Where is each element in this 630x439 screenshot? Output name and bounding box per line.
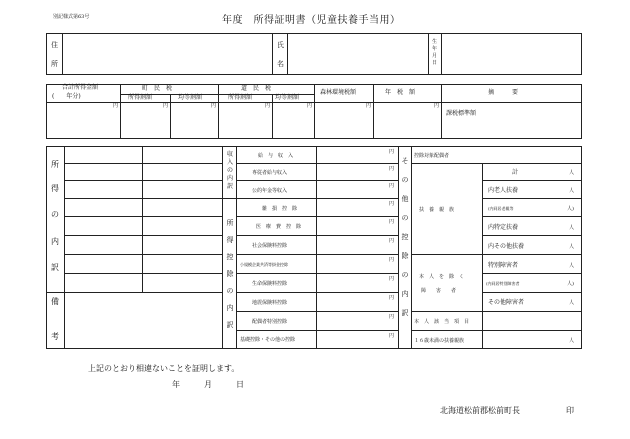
other-deduction-char: 内 <box>401 290 409 298</box>
remarks-header: 摘 要 <box>488 89 519 96</box>
person-unit: 人 <box>569 300 575 306</box>
annual-tax-header: 年 税 額 <box>385 89 416 96</box>
spouse-label: 控除対象配偶者 <box>414 153 450 159</box>
other-disabled-label: その他障害者 <box>488 299 525 306</box>
yen-unit: 円 <box>389 183 395 189</box>
yen-unit: 円 <box>389 149 395 155</box>
person-unit: 人 <box>569 188 575 194</box>
disabled-label-1: 本 人 を 除 く <box>419 274 465 280</box>
name-field[interactable] <box>288 34 427 74</box>
other-deduction-char: 除 <box>401 252 409 260</box>
yen-unit: 円 <box>389 166 395 172</box>
income-label-char: 収 <box>226 151 233 158</box>
yen-unit: 円 <box>163 103 169 109</box>
cohabiting-special-disabled-label: (内同居特別障害者 <box>486 281 520 286</box>
seal-mark: 印 <box>566 406 574 415</box>
dependent-total-label: 計 <box>512 169 519 176</box>
elderly-dependent-label: 内老人扶養 <box>488 187 519 194</box>
name-label-1: 氏 <box>277 41 284 49</box>
yen-unit: 円 <box>113 103 119 109</box>
yen-unit: 円 <box>366 103 372 109</box>
income-label-char: 内 <box>226 175 233 182</box>
person-unit: 人) <box>567 281 574 287</box>
person-unit: 人 <box>569 170 575 176</box>
income-label-char: 訳 <box>226 183 233 190</box>
other-deduction-char: そ <box>401 157 409 165</box>
income-item: 公的年金等収入 <box>252 188 288 194</box>
yen-unit: 円 <box>211 103 217 109</box>
address-label-1: 住 <box>51 41 58 49</box>
forest-tax-header: 森林環境税額 <box>320 89 357 96</box>
deduction-label-char: 内 <box>226 304 234 312</box>
income-label-char: 入 <box>226 159 233 166</box>
deduction-label-char: 控 <box>226 253 234 261</box>
deduction-label-char: の <box>226 287 234 295</box>
income-breakdown-char: の <box>51 210 59 219</box>
person-unit: 人 <box>569 225 575 231</box>
yen-unit: 円 <box>389 314 395 320</box>
certification-statement: 上記のとおり相違ないことを証明します。 <box>88 364 240 373</box>
birth-label-4: 日 <box>432 60 438 66</box>
yen-unit: 円 <box>389 238 395 244</box>
yen-unit: 円 <box>389 219 395 225</box>
address-label-2: 所 <box>51 60 58 68</box>
prefectural-tax-header: 道 民 税 <box>241 85 272 92</box>
special-disabled-label: 特別障害者 <box>488 262 519 269</box>
tax-standard-label: 課税標準額 <box>446 110 477 117</box>
deduction-item: 社会保険料控除 <box>252 243 288 249</box>
deduction-label-char: 所 <box>226 219 234 227</box>
municipal-tax-header: 町 民 税 <box>142 85 173 92</box>
deduction-item: 生命保険料控除 <box>252 281 288 287</box>
other-deduction-char: の <box>401 271 409 279</box>
person-unit: 人) <box>567 206 574 212</box>
income-breakdown-char: 訳 <box>51 263 59 272</box>
dependents-label: 扶 養 親 族 <box>419 207 455 213</box>
birth-label-1: 生 <box>432 39 438 45</box>
self-applicable-label: 本 人 該 当 項 目 <box>414 319 470 325</box>
yen-unit: 円 <box>434 103 440 109</box>
yen-unit: 円 <box>389 295 395 301</box>
birth-label-3: 月 <box>432 53 438 59</box>
person-unit: 人 <box>569 244 575 250</box>
other-deduction-char: 訳 <box>401 309 409 317</box>
yen-unit: 円 <box>389 276 395 282</box>
deduction-label-char: 得 <box>226 236 234 244</box>
person-unit: 人 <box>569 338 575 344</box>
income-item: 専従者給与収入 <box>252 170 288 176</box>
remarks-char: 備 <box>51 297 59 306</box>
cohabiting-elderly-label: (内同居老親等 <box>488 206 514 211</box>
address-field[interactable] <box>63 34 271 74</box>
income-label-char: の <box>226 167 233 174</box>
deduction-label-char: 除 <box>226 270 234 278</box>
disabled-label-2: 障 害 者 <box>421 288 457 294</box>
yen-unit: 円 <box>389 333 395 339</box>
page-title: 年度 所得証明書（児童扶養手当用） <box>222 15 401 26</box>
total-income-label: 合計所得金額 <box>62 84 99 91</box>
yen-unit: 円 <box>389 257 395 263</box>
deduction-item: 地震保険料控除 <box>252 300 288 306</box>
prefectural-per-capita: 均等割額 <box>275 94 300 101</box>
remarks-char: 考 <box>51 332 59 341</box>
prefectural-income-split: 所得割額 <box>228 94 253 101</box>
income-breakdown-char: 内 <box>51 237 59 246</box>
issuer-name: 北海道松前郡松前町長 <box>440 406 520 415</box>
deduction-item: 基礎控除・その他の控除 <box>240 337 296 343</box>
other-deduction-char: 控 <box>401 233 409 241</box>
birthdate-field[interactable] <box>442 34 581 74</box>
other-deduction-char: 他 <box>401 195 409 203</box>
income-breakdown-char: 得 <box>51 184 59 193</box>
other-deduction-char: の <box>401 214 409 222</box>
under16-label: １６歳未満の扶養親族 <box>414 338 465 344</box>
yen-unit: 円 <box>307 103 313 109</box>
issue-date: 年 月 日 <box>172 380 244 389</box>
income-item: 給 与 収 入 <box>258 153 294 159</box>
yen-unit: 円 <box>389 201 395 207</box>
other-dependent-label: 内その他扶養 <box>488 243 525 250</box>
yen-unit: 円 <box>265 103 271 109</box>
year-label: ( 年分) <box>52 93 81 100</box>
specific-dependent-label: 内特定扶養 <box>488 224 519 231</box>
deduction-item: 雑 損 控 除 <box>262 206 298 212</box>
name-label-2: 名 <box>277 60 284 68</box>
deduction-item: 小規模企業共済等掛金控除 <box>240 262 288 267</box>
deduction-label-char: 訳 <box>226 321 234 329</box>
municipal-per-capita: 均等割額 <box>178 94 203 101</box>
municipal-income-split: 所得割額 <box>128 94 153 101</box>
other-deduction-char: の <box>401 176 409 184</box>
form-number: 別記様式第63号 <box>53 14 90 20</box>
birth-label-2: 年 <box>432 46 438 52</box>
income-breakdown-char: 所 <box>51 160 59 169</box>
person-unit: 人 <box>569 263 575 269</box>
deduction-item: 配偶者特別控除 <box>252 319 288 325</box>
deduction-item: 医 療 費 控 除 <box>256 224 302 230</box>
